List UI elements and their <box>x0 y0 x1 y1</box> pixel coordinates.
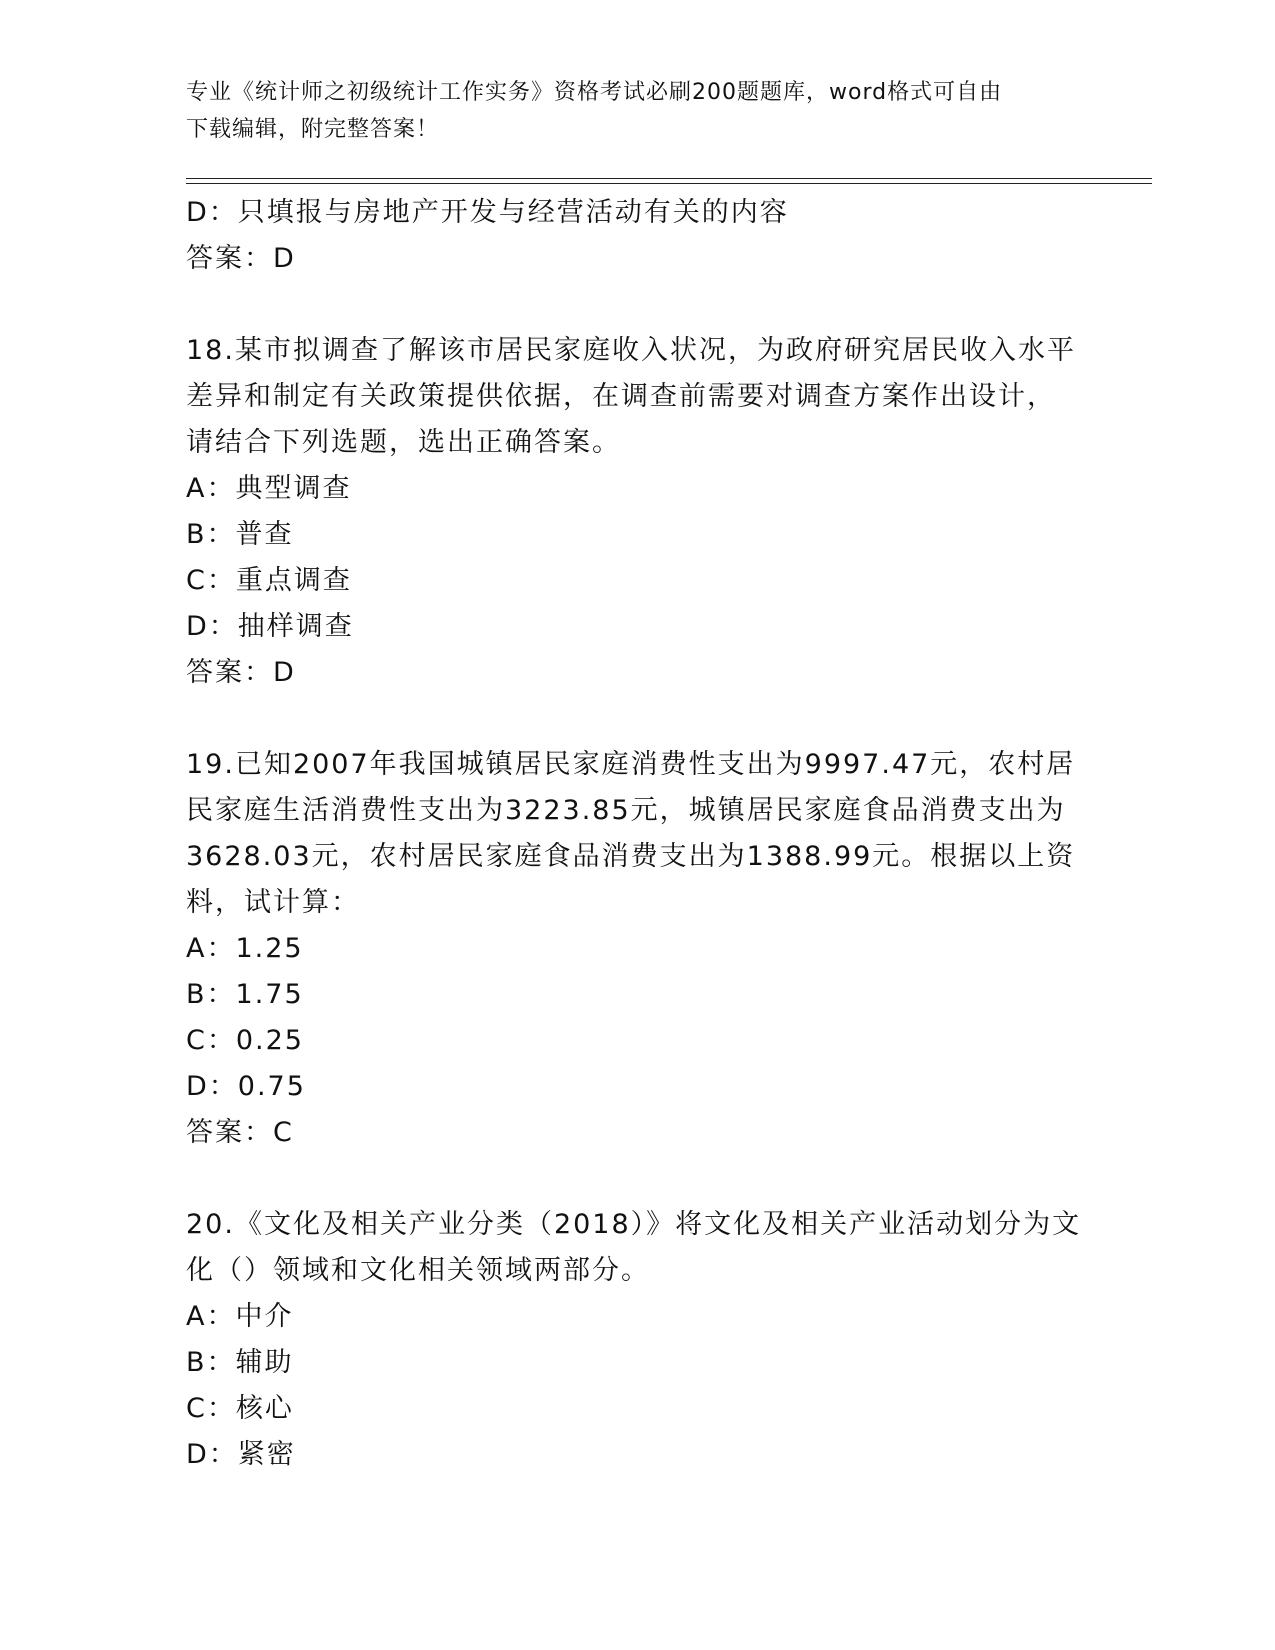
option-d: D：紧密 <box>186 1439 296 1470</box>
question-content <box>186 190 1086 1478</box>
option-d: D：只填报与房地产开发与经营活动有关的内容 <box>186 197 789 228</box>
question-stem-line: 民家庭生活消费性支出为3223.85元，城镇居民家庭食品消费支出为 <box>186 795 1066 826</box>
answer-text: 答案：C <box>186 1117 294 1148</box>
header-line-2: 下载编辑，附完整答案！ <box>186 117 440 142</box>
question-20 <box>186 1202 1086 1478</box>
option-d: D：抽样调查 <box>186 611 354 642</box>
option-c: C：重点调查 <box>186 565 352 596</box>
question-stem-line: 请结合下列选题，选出正确答案。 <box>186 427 621 458</box>
question-stem-line: 3628.03元，农村居民家庭食品消费支出为1388.99元。根据以上资 <box>186 841 1076 872</box>
option-a: A：中介 <box>186 1301 294 1332</box>
option-b: B：1.75 <box>186 979 304 1010</box>
option-b: B：辅助 <box>186 1347 294 1378</box>
option-c: C：0.25 <box>186 1025 304 1056</box>
question-stem-line: 料，试计算： <box>186 887 360 918</box>
question-19 <box>186 742 1086 1156</box>
spacer <box>186 282 1086 328</box>
question-stem-line: 19.已知2007年我国城镇居民家庭消费性支出为9997.47元，农村居 <box>186 749 1076 780</box>
option-a: A：1.25 <box>186 933 304 964</box>
question-18 <box>186 328 1086 696</box>
answer-text: 答案：D <box>186 243 296 274</box>
option-c: C：核心 <box>186 1393 294 1424</box>
option-a: A：典型调查 <box>186 473 352 504</box>
option-b: B：普查 <box>186 519 294 550</box>
option-d: D：0.75 <box>186 1071 306 1102</box>
question-stem-line: 20.《文化及相关产业分类（2018）》将文化及相关产业活动划分为文 <box>186 1209 1082 1240</box>
header-divider-bottom <box>186 183 1152 184</box>
header-line-1: 专业《统计师之初级统计工作实务》资格考试必刷200题题库，word格式可自由 <box>186 80 1003 105</box>
header-divider-top <box>186 178 1152 179</box>
question-stem-line: 18.某市拟调查了解该市居民家庭收入状况，为政府研究居民收入水平 <box>186 335 1076 366</box>
question-stem-line: 差异和制定有关政策提供依据，在调查前需要对调查方案作出设计， <box>186 381 1056 412</box>
spacer <box>186 696 1086 742</box>
question-stem-line: 化（）领域和文化相关领域两部分。 <box>186 1255 650 1286</box>
spacer <box>186 1156 1086 1202</box>
answer-text: 答案：D <box>186 657 296 688</box>
document-header <box>186 74 1086 148</box>
previous-question-block <box>186 190 1086 282</box>
